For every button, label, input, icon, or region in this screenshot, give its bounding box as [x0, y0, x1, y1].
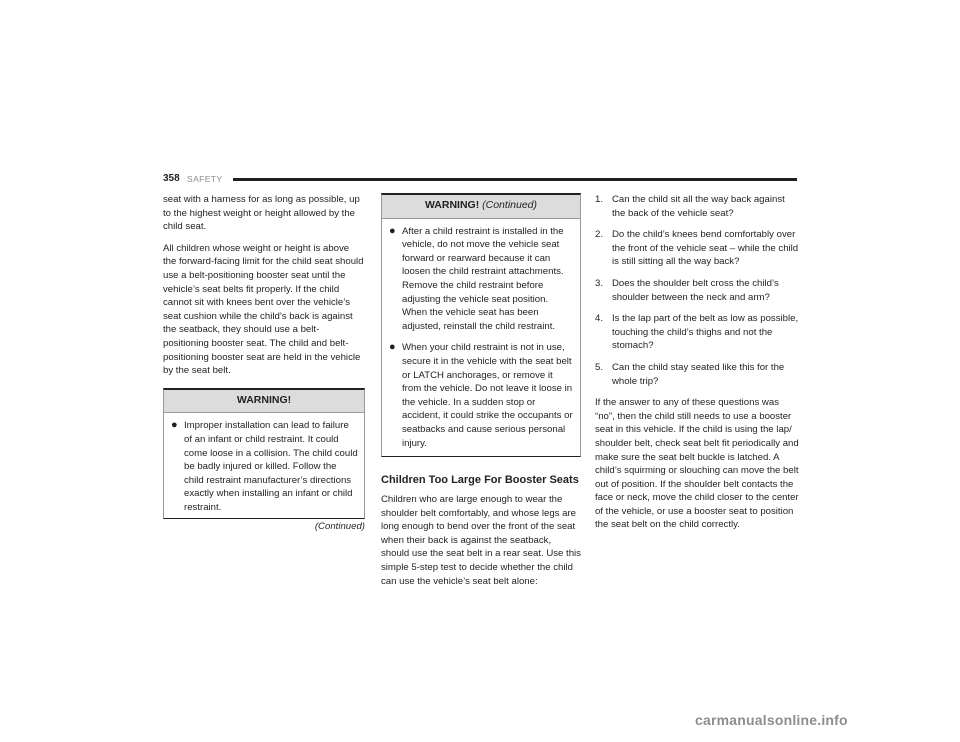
paragraph: All children whose weight or height is above the forward-facing limit for the child seat should use a belt-positioning booster seat until the vehicle’s seat belts fit properly. If the child cannot sit with knees bent over the vehicle’s seat cushion while the child’s back is against the seatback, they should use a belt-positioning booster seat. The child and belt-positioning booster seat are held in the vehicle by the seat belt.	[163, 242, 364, 377]
page-number: 358	[163, 173, 180, 184]
warning-item	[388, 225, 574, 334]
warning-box-continued	[381, 193, 581, 457]
list-item: 4. Is the lap part of the belt as low as possible, touching the child’s thighs and not the stomach?	[595, 313, 799, 352]
warning-title-suffix: (Continued)	[482, 199, 538, 211]
bullet-icon: ●	[389, 341, 396, 354]
column-left	[163, 193, 365, 534]
bullet-icon: ●	[389, 224, 396, 237]
bullet-icon: ●	[171, 419, 178, 432]
warning-item-text: Improper installation can lead to failure of an infant or child restraint. It could come loose in a collision. The child could be badly injured or killed. Follow the child restraint manufacturer’s directions exactly when installing an infant or child restraint.	[184, 420, 358, 513]
list-item: 2. Do the child’s knees bend comfortably over the front of the vehicle seat – while the child is still sitting all the way back?	[595, 229, 799, 268]
section-title: SAFETY	[187, 174, 223, 184]
warning-title-text: WARNING!	[424, 199, 480, 211]
warning-box	[163, 388, 365, 520]
warning-item-text: After a child restraint is installed in the vehicle, do not move the vehicle seat forward or rearward because it can loosen the child restraint attachments. Remove the child restraint before adjusting the vehicle seat position. When the vehicle seat has been adjusted, reinstall the child restraint.	[402, 225, 564, 332]
list-item: 3. Does the shoulder belt cross the child’s shoulder between the neck and arm?	[595, 277, 779, 303]
warning-item	[170, 419, 358, 514]
warning-item-text: When your child restraint is not in use, secure it in the vehicle with the seat belt or LATCH anchorages, or remove it from the vehicle. Do not leave it loose in the vehicle. In a sudden stop or accident, it could strike the occupants or seatbacks and cause serious personal injury.	[402, 342, 573, 449]
list-item: 5. Can the child stay seated like this for the whole trip?	[595, 361, 785, 387]
test-steps-list	[595, 193, 799, 388]
paragraph: Children who are large enough to wear the shoulder belt comfortably, and whose legs are long enough to bend over the front of the seat when their back is against the seatback, should use the seat belt in a rear seat. Use this simple 5-step test to decide whether the child can use the vehicle’s seat belt alone:	[381, 494, 581, 587]
warning-title	[382, 195, 580, 219]
watermark: carmanualsonline.info	[695, 712, 848, 728]
warning-title: WARNING!	[164, 390, 364, 414]
page-header	[163, 172, 797, 186]
column-middle	[381, 193, 581, 596]
warning-item	[388, 341, 574, 450]
column-right	[595, 193, 799, 540]
section-heading: Children Too Large For Booster Seats	[381, 474, 579, 487]
header-rule	[233, 178, 797, 181]
list-item: 1. Can the child sit all the way back against the back of the vehicle seat?	[595, 194, 785, 219]
continued-note: (Continued)	[314, 521, 365, 533]
paragraph: seat with a harness for as long as possible, up to the highest weight or height allowed by the child seat.	[163, 194, 360, 233]
paragraph: If the answer to any of these questions was “no”, then the child still needs to use a booster seat in this vehicle. If the child is using the lap/ shoulder belt, check seat belt fit periodically and make sure the seat belt buckle is latched. A child’s squirming or slouching can move the belt out of position. If the shoulder belt contacts the face or neck, move the child closer to the center of the vehicle, or use a booster seat to position the seat belt on the child correctly.	[595, 397, 799, 531]
